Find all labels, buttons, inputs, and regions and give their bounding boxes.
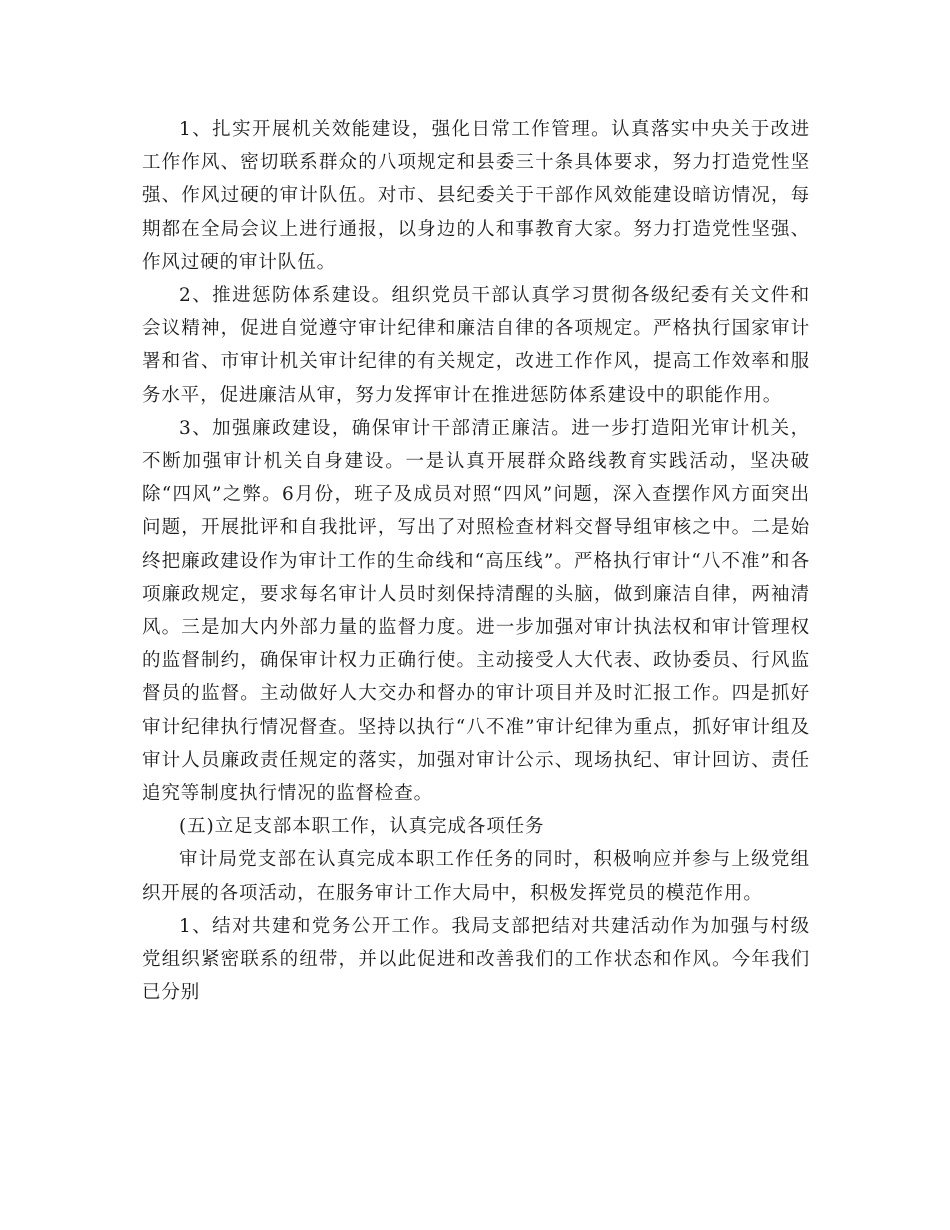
paragraph-joint-building: 1、结对共建和党务公开工作。我局支部把结对共建活动作为加强与村级党组织紧密联系的纽带，并以此促进和改善我们的工作状态和作风。今年我们已分别 [142, 915, 810, 1004]
document-body [142, 113, 810, 1009]
paragraph-integrity-building: 3、加强廉政建设，确保审计干部清正廉洁。进一步打造阳光审计机关，不断加强审计机关自身建设。一是认真开展群众路线教育实践活动，坚决破除“四风”之弊。6月份，班子及成员对照“四风”问题，深入查摆作风方面突出问题，开展批评和自我批评，写出了对照检查材料交督导组审核之中。二是始终把廉政建设作为审计工作的生命线和“高压线”。严格执行审计“八不准”和各项廉政规定，要求每名审计人员时刻保持清醒的头脑，做到廉洁自律，两袖清风。三是加大内外部力量的监督力度。进一步加强对审计执法权和审计管理权的监督制约，确保审计权力正确行使。主动接受人大代表、政协委员、行风监督员的监督。主动做好人大交办和督办的审计项目并及时汇报工作。四是抓好审计纪律执行情况督查。坚持以执行“八不准”审计纪律为重点，抓好审计组及审计人员廉政责任规定的落实，加强对审计公示、现场执纪、审计回访、责任追究等制度执行情况的监督检查。 [142, 417, 810, 805]
paragraph-efficiency-building: 1、扎实开展机关效能建设，强化日常工作管理。认真落实中央关于改进工作作风、密切联系群众的八项规定和县委三十条具体要求，努力打造党性坚强、作风过硬的审计队伍。对市、县纪委关于干部作风效能建设暗访情况，每期都在全局会议上进行通报，以身边的人和事教育大家。努力打造党性坚强、作风过硬的审计队伍。 [142, 119, 810, 273]
paragraph-anti-corruption-system: 2、推进惩防体系建设。组织党员干部认真学习贯彻各级纪委有关文件和会议精神，促进自觉遵守审计纪律和廉洁自律的各项规定。严格执行国家审计署和省、市审计机关审计纪律的有关规定，改进工作作风，提高工作效率和服务水平，促进廉洁从审，努力发挥审计在推进惩防体系建设中的职能作用。 [142, 285, 810, 406]
section-heading-five: (五)立足支部本职工作，认真完成各项任务 [179, 816, 545, 838]
paragraph-party-branch: 审计局党支部在认真完成本职工作任务的同时，积极响应并参与上级党组织开展的各项活动，在服务审计工作大局中，积极发挥党员的模范作用。 [142, 849, 810, 904]
